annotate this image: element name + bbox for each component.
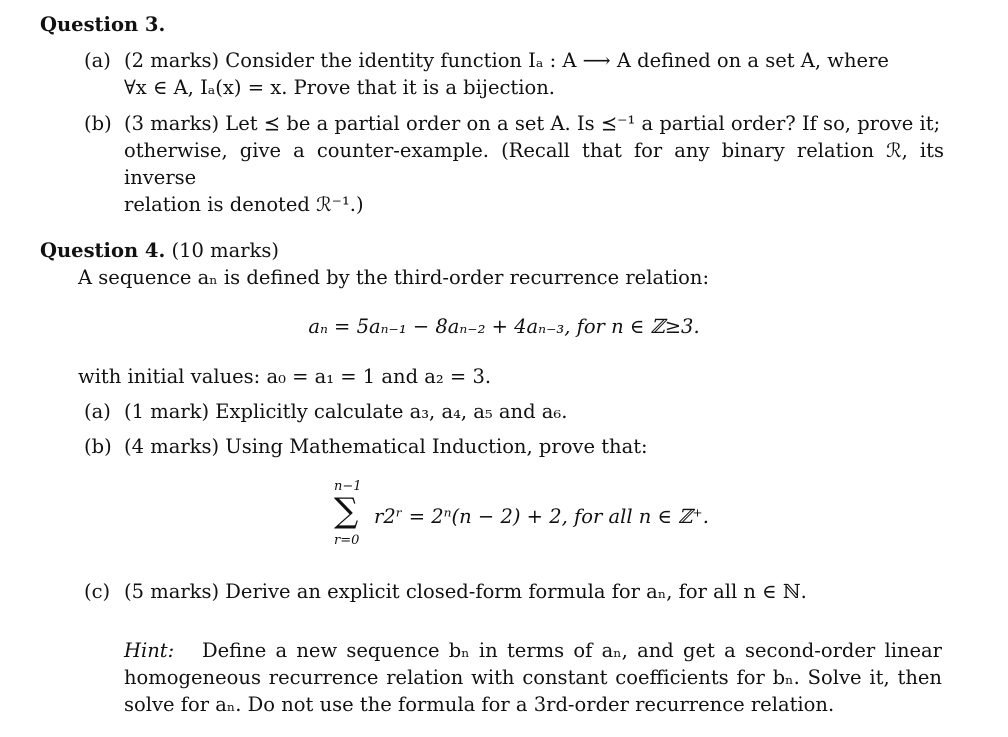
question-3b-line-2: otherwise, give a counter-example. (Recall that for any binary relation ℛ, its inverse (124, 139, 944, 189)
question-3-heading (40, 11, 165, 38)
question-3a-text (124, 47, 944, 101)
question-4-marks: (10 marks) (171, 239, 279, 262)
question-3a (84, 47, 944, 101)
question-4-heading (40, 237, 279, 264)
question-4b (84, 433, 944, 460)
question-3-title: Question 3. (40, 13, 166, 36)
sum-upper-limit: n−1 (334, 479, 362, 494)
sigma-symbol: ∑ (334, 491, 359, 531)
question-4b-label: (b) (84, 435, 112, 458)
hint-block (124, 637, 942, 718)
hint-text: Define a new sequence bₙ in terms of aₙ, and get a second-order linear homogeneous recurrence relation with constant coefficients for bₙ. Solve it, then solve for aₙ. Do not use the formula for a 3rd-order recurrence relation. (124, 639, 942, 716)
recurrence-relation: aₙ = 5aₙ₋₁ − 8aₙ₋₂ + 4aₙ₋₃, for n ∈ ℤ≥3. (308, 315, 700, 338)
question-4a (84, 398, 944, 425)
initial-values: with initial values: a₀ = a₁ = 1 and a₂ = 3. (78, 365, 492, 388)
question-4a-text: (1 mark) Explicitly calculate a₃, a₄, a₅ and a₆. (124, 400, 568, 423)
question-4c-text: (5 marks) Derive an explicit closed-form formula for aₙ, for all n ∈ ℕ. (124, 580, 807, 603)
question-3b (84, 110, 944, 218)
sum-expression: r2ʳ = 2ⁿ(n − 2) + 2, for all n ∈ ℤ⁺. (374, 505, 709, 528)
question-3a-line-1: (2 marks) Consider the identity function Iₐ : A ⟶ A defined on a set A, where (124, 49, 889, 72)
question-4-intro: A sequence aₙ is defined by the third-order recurrence relation: (78, 266, 710, 289)
question-4c-label: (c) (84, 580, 111, 603)
question-4b-text: (4 marks) Using Mathematical Induction, prove that: (124, 435, 648, 458)
question-3b-text (124, 110, 944, 218)
sum-lower-limit: r=0 (334, 533, 360, 548)
question-3a-label: (a) (84, 49, 111, 72)
question-3b-label: (b) (84, 112, 112, 135)
hint-label: Hint: (124, 639, 175, 662)
question-3b-line-3: relation is denoted ℛ⁻¹.) (124, 193, 364, 216)
question-3a-line-2: ∀x ∈ A, Iₐ(x) = x. Prove that it is a bijection. (124, 76, 555, 99)
summation-identity (330, 480, 770, 552)
question-4c (84, 578, 944, 605)
question-4a-label: (a) (84, 400, 111, 423)
question-3b-line-1: (3 marks) Let ⪯ be a partial order on a set A. Is ⪯⁻¹ a partial order? If so, prove it; (124, 112, 941, 135)
question-4-title: Question 4. (40, 239, 166, 262)
